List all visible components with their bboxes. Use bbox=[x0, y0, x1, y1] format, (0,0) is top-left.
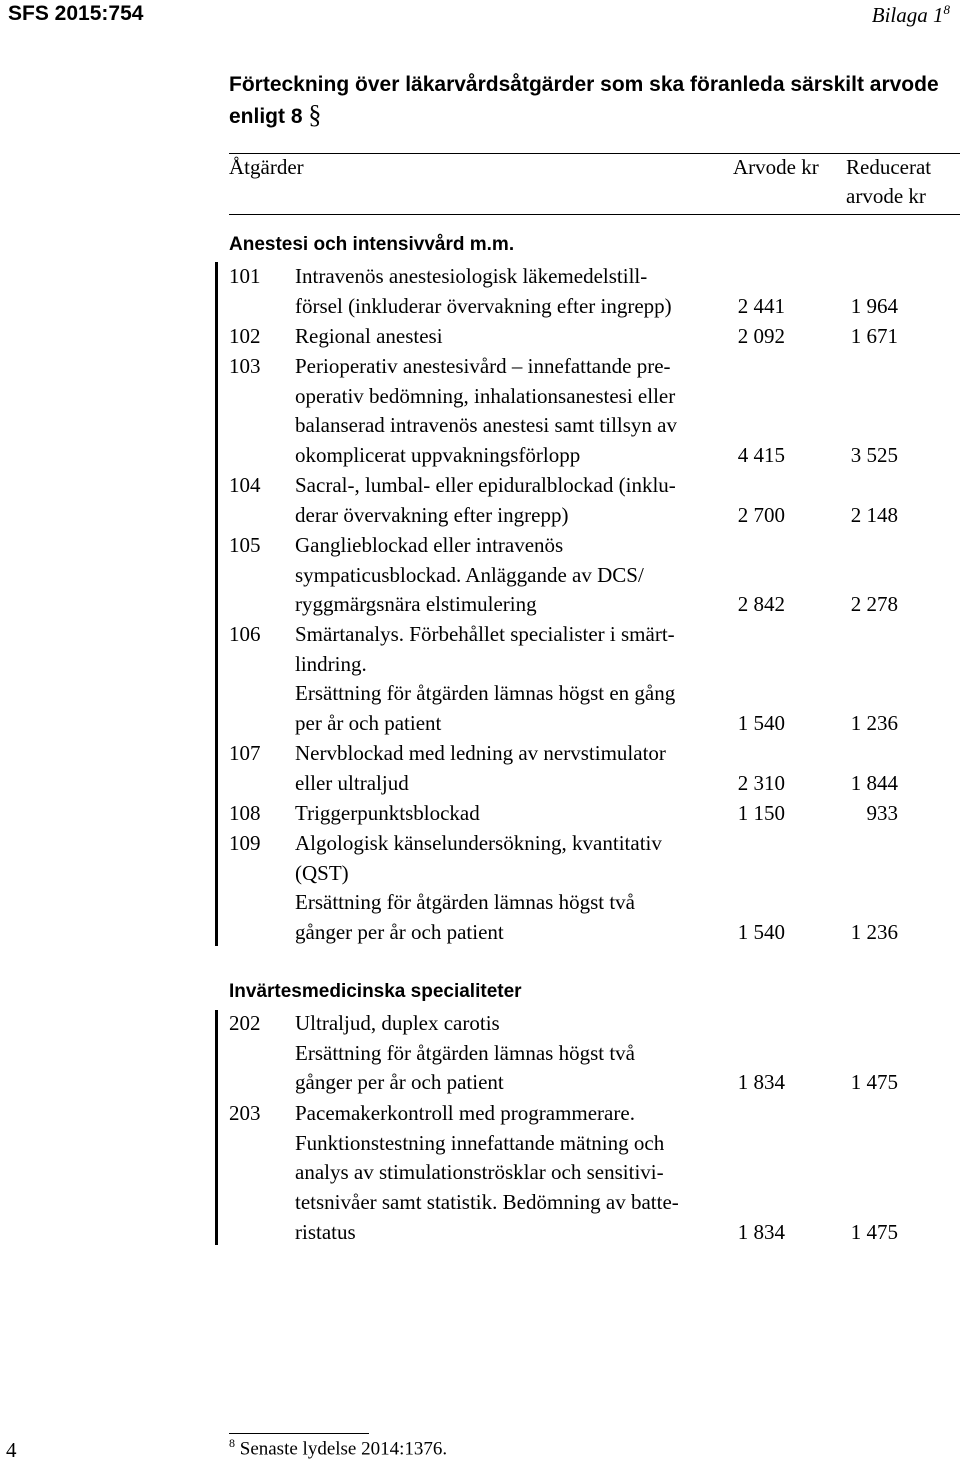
table-row bbox=[229, 352, 960, 471]
row-description: Nervblockad med ledning av nervstimulator eller ultraljud bbox=[295, 741, 666, 795]
row-fee: 1 834 bbox=[737, 1070, 785, 1095]
table-row bbox=[229, 531, 960, 620]
row-description: Sacral-, lumbal- eller epiduralblockad (inklu- derar övervakning efter ingrepp) bbox=[295, 473, 676, 527]
footnote-text: Senaste lydelse 2014:1376. bbox=[239, 1438, 448, 1460]
row-reduced-fee: 1 236 bbox=[850, 920, 898, 945]
footnote-mark: 8 bbox=[229, 1436, 235, 1450]
section-title: Invärtesmedicinska specialiteter bbox=[229, 981, 522, 1002]
row-reduced-fee: 1 475 bbox=[850, 1220, 898, 1245]
row-reduced-fee: 1 964 bbox=[850, 294, 898, 319]
row-code: 101 bbox=[229, 264, 261, 288]
table-row bbox=[229, 739, 960, 799]
table-row bbox=[229, 322, 960, 352]
row-reduced-fee: 2 148 bbox=[850, 503, 898, 528]
footnote-rule bbox=[229, 1433, 369, 1434]
row-description: Ultraljud, duplex carotis Ersättning för åtgärden lämnas högst två gånger per år och patient bbox=[295, 1011, 635, 1095]
column-header-reduced-line2: arvode kr bbox=[846, 184, 926, 208]
row-description: Intravenös anestesiologisk läkemedelstill- försel (inkluderar övervakning efter ingrepp) bbox=[295, 264, 672, 318]
row-reduced-fee: 933 bbox=[866, 801, 898, 826]
row-description: Smärtanalys. Förbehållet specialister i smärt- lindring. Ersättning för åtgärden lämnas högst en gång per år och patient bbox=[295, 622, 676, 736]
change-bar bbox=[215, 1010, 218, 1245]
appendix-label bbox=[872, 2, 950, 28]
row-reduced-fee: 1 671 bbox=[850, 324, 898, 349]
header-rule-bottom bbox=[229, 214, 960, 215]
column-header-reduced bbox=[846, 153, 931, 211]
row-reduced-fee: 3 525 bbox=[850, 443, 898, 468]
row-reduced-fee: 2 278 bbox=[850, 592, 898, 617]
table-row bbox=[229, 620, 960, 739]
table-row bbox=[229, 262, 960, 322]
row-fee: 2 700 bbox=[737, 503, 785, 528]
row-description: Perioperativ anestesivård – innefattande pre- operativ bedömning, inhalationsanestesi eller balanserad intravenös anestesi samt tillsyn av okomplicerat uppvakningsförlopp bbox=[295, 354, 677, 468]
row-description: Regional anestesi bbox=[295, 324, 443, 348]
table-row bbox=[229, 799, 960, 829]
row-fee: 2 310 bbox=[737, 771, 785, 796]
appendix-footnote-mark: 8 bbox=[943, 2, 950, 17]
row-description: Pacemakerkontroll med programmerare. Funktionstestning innefattande mätning och analys av stimulationströsklar och sensitivi- tetsnivåer samt statistik. Bedömning av batte- ristatus bbox=[295, 1101, 679, 1244]
row-description: Algologisk känselundersökning, kvantitativ (QST) Ersättning för åtgärden lämnas högst två gånger per år och patient bbox=[295, 831, 662, 945]
row-code: 108 bbox=[229, 801, 261, 825]
row-description: Ganglieblockad eller intravenös sympaticusblockad. Anläggande av DCS/ ryggmärgsnära elstimulering bbox=[295, 533, 644, 617]
table-row bbox=[229, 1099, 960, 1248]
row-fee: 1 540 bbox=[737, 711, 785, 736]
row-code: 203 bbox=[229, 1101, 261, 1125]
table-row bbox=[229, 829, 960, 948]
section-symbol: § bbox=[308, 100, 322, 129]
row-code: 202 bbox=[229, 1011, 261, 1035]
row-fee: 1 540 bbox=[737, 920, 785, 945]
row-fee: 4 415 bbox=[737, 443, 785, 468]
row-description: Triggerpunktsblockad bbox=[295, 801, 480, 825]
row-fee: 1 834 bbox=[737, 1220, 785, 1245]
row-code: 109 bbox=[229, 831, 261, 855]
row-fee: 2 092 bbox=[737, 324, 785, 349]
document-reference: SFS 2015:754 bbox=[8, 2, 144, 25]
table-row bbox=[229, 1009, 960, 1098]
page-number: 4 bbox=[6, 1438, 17, 1462]
title-text: Förteckning över läkarvårdsåtgärder som ska föranleda särskilt arvode enligt 8 bbox=[229, 73, 939, 128]
row-code: 102 bbox=[229, 324, 261, 348]
row-code: 103 bbox=[229, 354, 261, 378]
row-reduced-fee: 1 236 bbox=[850, 711, 898, 736]
change-bar bbox=[215, 262, 218, 946]
row-reduced-fee: 1 844 bbox=[850, 771, 898, 796]
column-header-reduced-line1: Reducerat bbox=[846, 155, 932, 179]
column-header-action: Åtgärder bbox=[229, 155, 304, 179]
row-fee: 1 150 bbox=[737, 801, 785, 826]
row-code: 107 bbox=[229, 741, 261, 765]
row-fee: 2 842 bbox=[737, 592, 785, 617]
table-row bbox=[229, 471, 960, 531]
row-fee: 2 441 bbox=[737, 294, 785, 319]
row-reduced-fee: 1 475 bbox=[850, 1070, 898, 1095]
section-title: Anestesi och intensivvård m.m. bbox=[229, 234, 515, 255]
row-code: 105 bbox=[229, 533, 261, 557]
page-title bbox=[229, 70, 954, 132]
row-code: 106 bbox=[229, 622, 261, 646]
row-code: 104 bbox=[229, 473, 261, 497]
column-header-fee: Arvode kr bbox=[733, 155, 819, 179]
footnote bbox=[229, 1436, 447, 1460]
appendix-text: Bilaga 1 bbox=[871, 3, 944, 27]
